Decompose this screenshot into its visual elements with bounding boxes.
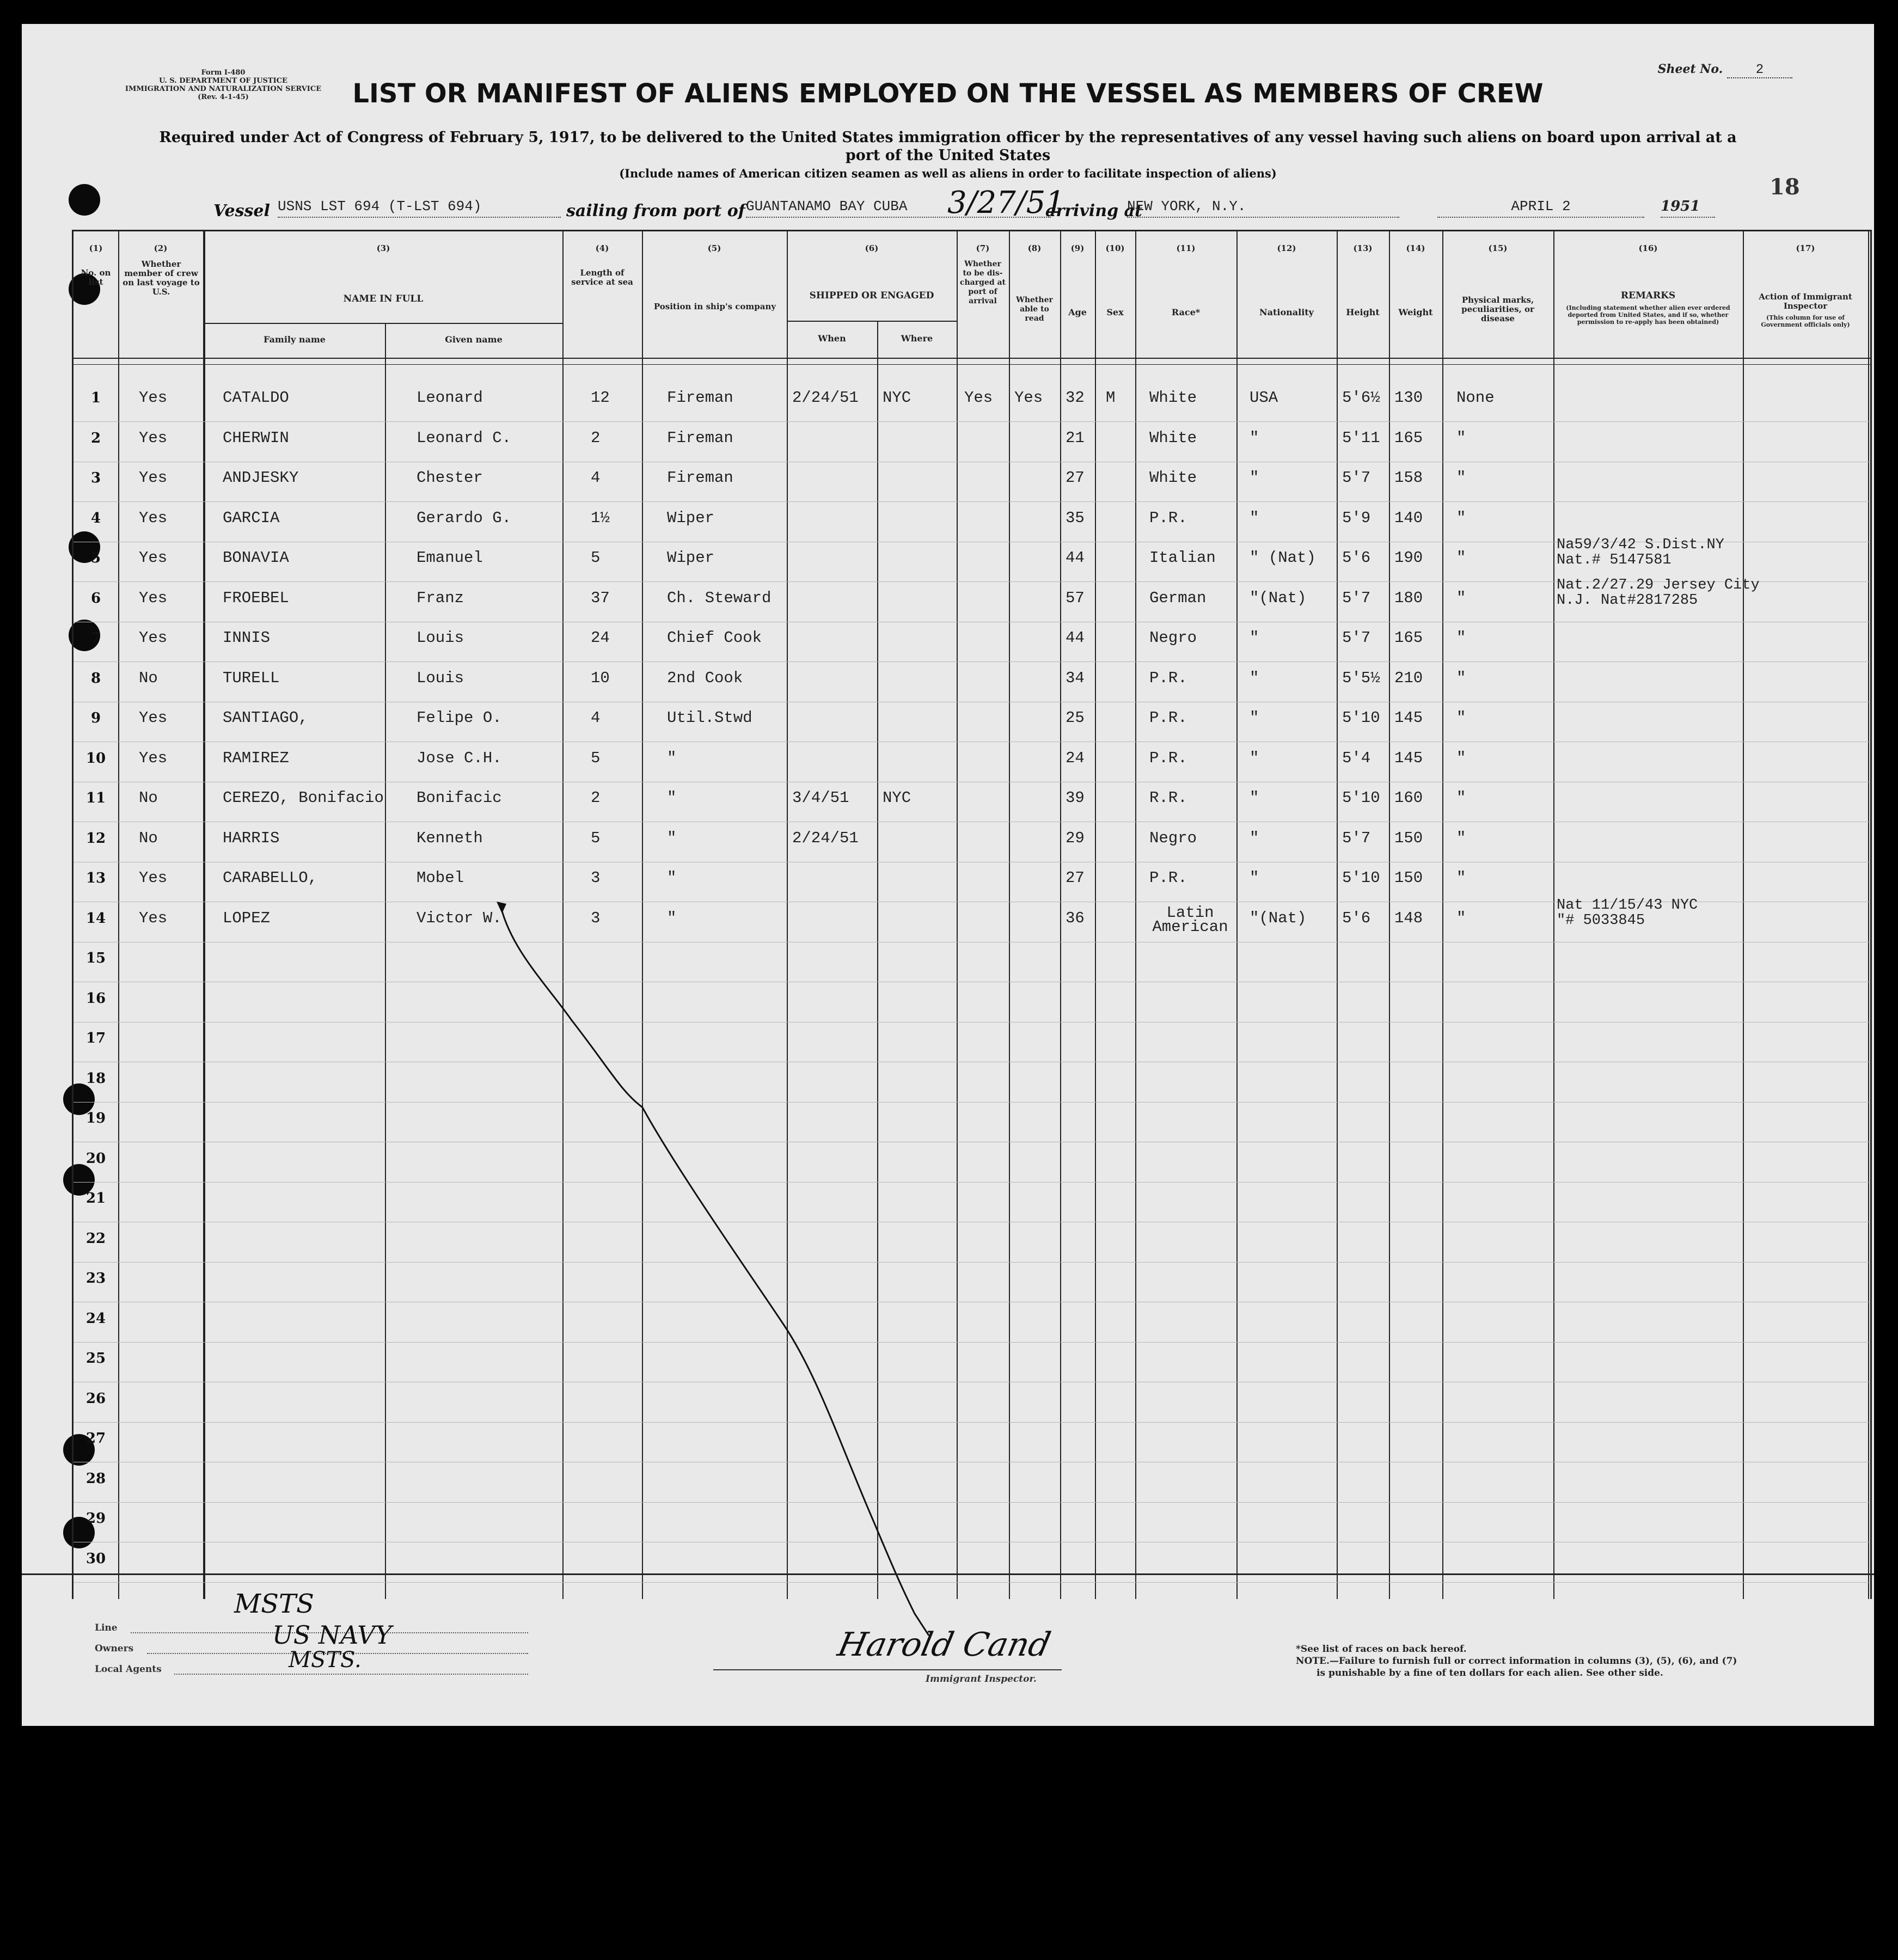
crew-service-length: 24 xyxy=(591,629,610,647)
crew-age: 44 xyxy=(1066,629,1085,647)
col-num: (3) xyxy=(376,243,390,253)
crew-family-name: BONAVIA xyxy=(223,549,289,567)
crew-family-name: RAMIREZ xyxy=(223,749,289,767)
col-num: (17) xyxy=(1796,243,1815,253)
crew-service-length: 4 xyxy=(591,709,601,727)
crew-physical-marks: " xyxy=(1456,629,1466,647)
crew-age: 36 xyxy=(1066,909,1085,927)
crew-height: 5'5½ xyxy=(1342,669,1380,687)
crew-shipped-where: NYC xyxy=(883,789,911,807)
crew-physical-marks: " xyxy=(1456,589,1466,607)
crew-shipped-when: 2/24/51 xyxy=(792,829,859,847)
crew-family-name: SANTIAGO, xyxy=(223,709,308,727)
crew-age: 29 xyxy=(1066,829,1085,847)
row-number: 13 xyxy=(85,870,106,886)
crew-prev-voyage: Yes xyxy=(139,869,168,887)
crew-family-name: FROEBEL xyxy=(223,589,289,607)
crew-nationality: " xyxy=(1250,669,1259,687)
crew-prev-voyage: Yes xyxy=(139,469,168,487)
department-name: U. S. DEPARTMENT OF JUSTICE xyxy=(159,77,287,85)
crew-physical-marks: " xyxy=(1456,549,1466,567)
crew-prev-voyage: Yes xyxy=(139,749,168,767)
inclusion-note: (Include names of American citizen seamen as well as aliens in order to facilitate inspection of aliens) xyxy=(619,167,1277,180)
crew-physical-marks: " xyxy=(1456,749,1466,767)
crew-given-name: Emanuel xyxy=(417,549,483,567)
crew-given-name: Victor W. xyxy=(417,909,502,927)
crew-position: Ch. Steward xyxy=(667,589,772,607)
crew-age: 44 xyxy=(1066,549,1085,567)
crew-race: Negro xyxy=(1149,829,1197,847)
crew-prev-voyage: No xyxy=(139,829,158,847)
row-number: 25 xyxy=(85,1350,106,1367)
vessel-label: Vessel xyxy=(213,201,270,220)
crew-age: 39 xyxy=(1066,789,1085,807)
header-no-on-list: No. on list xyxy=(81,268,111,287)
crew-position: " xyxy=(667,749,677,767)
header-name-in-full: NAME IN FULL xyxy=(343,293,424,304)
header-family-name: Family name xyxy=(264,334,326,345)
header-nationality: Nationality xyxy=(1259,307,1314,317)
crew-race: Italian xyxy=(1149,549,1216,567)
crew-nationality: " xyxy=(1250,829,1259,847)
row-number: 29 xyxy=(85,1510,106,1527)
owners-label: Owners xyxy=(95,1643,134,1654)
manifest-footer xyxy=(22,1573,1874,1726)
crew-given-name: Bonifacic xyxy=(417,789,502,807)
crew-weight: 148 xyxy=(1394,909,1423,927)
col-num: (12) xyxy=(1277,243,1296,253)
crew-nationality: " xyxy=(1250,709,1259,727)
arrival-date: APRIL 2 xyxy=(1437,198,1644,218)
line-value-handwritten: MSTS xyxy=(234,1589,314,1619)
crew-race: White xyxy=(1149,469,1197,487)
crew-height: 5'10 xyxy=(1342,709,1380,727)
row-number: 11 xyxy=(85,790,106,806)
crew-service-length: 12 xyxy=(591,389,610,407)
crew-race: P.R. xyxy=(1149,509,1187,527)
row-number: 10 xyxy=(85,750,106,767)
crew-remarks: "# 5033845 xyxy=(1557,912,1645,929)
col-num: (11) xyxy=(1176,243,1196,253)
crew-prev-voyage: Yes xyxy=(139,709,168,727)
col-num: (5) xyxy=(707,243,721,253)
sailing-label: sailing from port of xyxy=(566,201,745,220)
crew-prev-voyage: Yes xyxy=(139,389,168,407)
crew-position: Wiper xyxy=(667,509,715,527)
crew-race: Negro xyxy=(1149,629,1197,647)
col-num: (13) xyxy=(1353,243,1373,253)
header-inspector-action: Action of Immigrant Inspector xyxy=(1759,292,1852,311)
crew-nationality: " xyxy=(1250,629,1259,647)
crew-race: P.R. xyxy=(1149,869,1187,887)
crew-age: 27 xyxy=(1066,469,1085,487)
crew-sex: M xyxy=(1106,389,1116,407)
crew-physical-marks: " xyxy=(1456,469,1466,487)
header-able-to-read: Whether able to read xyxy=(1016,296,1053,323)
crew-height: 5'7 xyxy=(1342,469,1371,487)
form-number: Form I-480 xyxy=(201,69,246,77)
crew-race: P.R. xyxy=(1149,669,1187,687)
crew-height: 5'7 xyxy=(1342,629,1371,647)
crew-family-name: INNIS xyxy=(223,629,271,647)
crew-height: 5'10 xyxy=(1342,869,1380,887)
crew-family-name: CATALDO xyxy=(223,389,289,407)
row-number: 30 xyxy=(85,1551,106,1567)
crew-given-name: Franz xyxy=(417,589,464,607)
legal-requirement: Required under Act of Congress of February 5, 1917, to be delivered to the United States immigration officer by the representatives of any vessel having such aliens on board upon arrival at a port of the United States xyxy=(159,129,1737,164)
crew-position: Chief Cook xyxy=(667,629,762,647)
row-number: 17 xyxy=(85,1030,106,1046)
crew-physical-marks: None xyxy=(1456,389,1495,407)
crew-age: 25 xyxy=(1066,709,1085,727)
crew-service-length: 5 xyxy=(591,749,601,767)
header-when: When xyxy=(818,333,846,344)
crew-race: P.R. xyxy=(1149,709,1187,727)
crew-nationality: " xyxy=(1250,749,1259,767)
crew-position: " xyxy=(667,869,677,887)
crew-height: 5'10 xyxy=(1342,789,1380,807)
crew-remarks: Na59/3/42 S.Dist.NY xyxy=(1557,537,1724,553)
agents-label: Local Agents xyxy=(95,1664,162,1675)
sheet-number-label: Sheet No. xyxy=(1657,62,1723,76)
crew-weight: 160 xyxy=(1394,789,1423,807)
crew-able-to-read: Yes xyxy=(1014,389,1043,407)
crew-position: Fireman xyxy=(667,389,733,407)
crew-height: 5'6 xyxy=(1342,549,1371,567)
col-num: (16) xyxy=(1638,243,1658,253)
crew-height: 5'4 xyxy=(1342,749,1371,767)
row-number: 2 xyxy=(90,430,101,446)
row-number: 22 xyxy=(85,1230,106,1247)
row-number: 16 xyxy=(85,990,106,1007)
crew-weight: 210 xyxy=(1394,669,1423,687)
crew-age: 34 xyxy=(1066,669,1085,687)
col-num: (8) xyxy=(1027,243,1042,253)
crew-race: German xyxy=(1149,589,1207,607)
crew-remarks: N.J. Nat#2817285 xyxy=(1557,592,1698,609)
header-given-name: Given name xyxy=(445,334,503,345)
col-num: (7) xyxy=(976,243,990,253)
arrival-year: 1951 xyxy=(1661,198,1715,218)
row-number: 21 xyxy=(85,1190,106,1206)
crew-prev-voyage: Yes xyxy=(139,509,168,527)
row-number: 5 xyxy=(90,550,101,566)
crew-nationality: " xyxy=(1250,869,1259,887)
sheet-number-value: 2 xyxy=(1727,63,1792,78)
crew-race: White xyxy=(1149,429,1197,447)
header-inspector-note: (This column for use of Government officials only) xyxy=(1761,314,1850,328)
col-num: (2) xyxy=(154,243,168,253)
header-sex: Sex xyxy=(1106,307,1124,317)
crew-service-length: 5 xyxy=(591,829,601,847)
inspector-label: Immigrant Inspector. xyxy=(926,1674,1037,1685)
row-number: 23 xyxy=(85,1270,106,1287)
header-physical-marks: Physical marks, peculiarities, or disease xyxy=(1461,295,1534,323)
crew-height: 5'6 xyxy=(1342,909,1371,927)
crew-weight: 150 xyxy=(1394,829,1423,847)
crew-physical-marks: " xyxy=(1456,509,1466,527)
crew-prev-voyage: No xyxy=(139,789,158,807)
crew-weight: 158 xyxy=(1394,469,1423,487)
col-num: (1) xyxy=(89,243,103,253)
header-age: Age xyxy=(1068,307,1087,317)
crew-race: P.R. xyxy=(1149,749,1187,767)
crew-weight: 145 xyxy=(1394,749,1423,767)
crew-age: 24 xyxy=(1066,749,1085,767)
crew-prev-voyage: Yes xyxy=(139,589,168,607)
crew-family-name: HARRIS xyxy=(223,829,280,847)
col-num: (4) xyxy=(595,243,609,253)
header-remarks: REMARKS xyxy=(1620,290,1676,301)
agents-value-handwritten: MSTS. xyxy=(289,1647,362,1673)
vessel-name: USNS LST 694 (T-LST 694) xyxy=(278,198,561,218)
crew-position: 2nd Cook xyxy=(667,669,743,687)
header-remarks-detail: (Including statement whether alien ever ordered deported from United States, and if so, whether permission to re-apply has been obtained) xyxy=(1566,304,1730,326)
signature-line xyxy=(713,1669,1062,1670)
crew-height: 5'11 xyxy=(1342,429,1380,447)
header-where: Where xyxy=(901,333,933,344)
row-number: 26 xyxy=(85,1391,106,1407)
row-number: 20 xyxy=(85,1150,106,1167)
inspector-signature: Harold Cand xyxy=(834,1626,1054,1664)
crew-service-length: 1½ xyxy=(591,509,610,527)
crew-prev-voyage: Yes xyxy=(139,909,168,927)
row-number: 19 xyxy=(85,1110,106,1126)
crew-given-name: Chester xyxy=(417,469,483,487)
crew-family-name: ANDJESKY xyxy=(223,469,299,487)
header-prev-voyage: Whether member of crew on last voyage to U.S. xyxy=(123,259,200,297)
row-number: 27 xyxy=(85,1430,106,1447)
crew-position: Wiper xyxy=(667,549,715,567)
header-height: Height xyxy=(1346,307,1380,317)
crew-weight: 165 xyxy=(1394,629,1423,647)
crew-given-name: Felipe O. xyxy=(417,709,502,727)
crew-age: 21 xyxy=(1066,429,1085,447)
sailing-date-handwritten: 3/27/51 xyxy=(947,185,1065,220)
crew-weight: 190 xyxy=(1394,549,1423,567)
arriving-label: arriving at xyxy=(1045,201,1142,220)
row-number: 15 xyxy=(85,950,106,966)
row-number: 9 xyxy=(90,710,101,726)
manifest-sheet xyxy=(22,24,1874,1726)
crew-nationality: " xyxy=(1250,509,1259,527)
crew-nationality: "(Nat) xyxy=(1250,589,1307,607)
col-num: (10) xyxy=(1105,243,1125,253)
crew-prev-voyage: Yes xyxy=(139,549,168,567)
crew-position: Util.Stwd xyxy=(667,709,752,727)
crew-given-name: Louis xyxy=(417,669,464,687)
row-number: 6 xyxy=(90,590,101,607)
crew-given-name: Kenneth xyxy=(417,829,483,847)
races-note: *See list of races on back hereof. xyxy=(1296,1644,1467,1655)
crew-position: " xyxy=(667,829,677,847)
crew-position: " xyxy=(667,789,677,807)
header-length-of-service: Length of service at sea xyxy=(571,268,633,287)
crew-remarks: Nat.2/27.29 Jersey City xyxy=(1557,577,1760,593)
crew-height: 5'6½ xyxy=(1342,389,1380,407)
arrival-port: NEW YORK, N.Y. xyxy=(1127,198,1399,218)
row-number: 12 xyxy=(85,830,106,847)
crew-physical-marks: " xyxy=(1456,869,1466,887)
sheet-stamp: 18 xyxy=(1770,174,1800,200)
footer-divider xyxy=(22,1573,1874,1575)
crew-service-length: 4 xyxy=(591,469,601,487)
row-number: 1 xyxy=(90,390,101,406)
crew-family-name: CHERWIN xyxy=(223,429,289,447)
row-number: 28 xyxy=(85,1471,106,1487)
crew-race: White xyxy=(1149,389,1197,407)
signature-pen-line xyxy=(22,24,1874,1726)
crew-service-length: 37 xyxy=(591,589,610,607)
crew-physical-marks: " xyxy=(1456,429,1466,447)
crew-position: Fireman xyxy=(667,469,733,487)
crew-family-name: GARCIA xyxy=(223,509,280,527)
form-revision: (Rev. 4-1-45) xyxy=(198,93,249,101)
crew-height: 5'7 xyxy=(1342,589,1371,607)
col-num: (9) xyxy=(1070,243,1085,253)
crew-remarks: Nat.# 5147581 xyxy=(1557,552,1672,568)
crew-age: 35 xyxy=(1066,509,1085,527)
crew-service-length: 3 xyxy=(591,909,601,927)
crew-nationality: " (Nat) xyxy=(1250,549,1316,567)
crew-age: 32 xyxy=(1066,389,1085,407)
header-race: Race* xyxy=(1171,307,1201,317)
crew-height: 5'9 xyxy=(1342,509,1371,527)
header-position: Position in ship's company xyxy=(653,302,776,311)
crew-age: 27 xyxy=(1066,869,1085,887)
crew-prev-voyage: Yes xyxy=(139,629,168,647)
crew-family-name: LOPEZ xyxy=(223,909,271,927)
row-number: 3 xyxy=(90,470,101,486)
col-num: (15) xyxy=(1488,243,1508,253)
crew-shipped-when: 2/24/51 xyxy=(792,389,859,407)
crew-physical-marks: " xyxy=(1456,669,1466,687)
crew-remarks: Nat 11/15/43 NYC xyxy=(1557,897,1698,914)
crew-service-length: 10 xyxy=(591,669,610,687)
crew-service-length: 5 xyxy=(591,549,601,567)
crew-weight: 140 xyxy=(1394,509,1423,527)
row-number: 14 xyxy=(85,910,106,927)
row-number: 18 xyxy=(85,1070,106,1087)
crew-shipped-where: NYC xyxy=(883,389,911,407)
crew-physical-marks: " xyxy=(1456,909,1466,927)
crew-family-name: CARABELLO, xyxy=(223,869,318,887)
row-number: 24 xyxy=(85,1310,106,1327)
sailing-port: GUANTANAMO BAY CUBA xyxy=(746,198,1051,218)
crew-nationality: "(Nat) xyxy=(1250,909,1307,927)
crew-weight: 150 xyxy=(1394,869,1423,887)
crew-age: 57 xyxy=(1066,589,1085,607)
crew-discharged: Yes xyxy=(964,389,993,407)
crew-given-name: Louis xyxy=(417,629,464,647)
crew-service-length: 3 xyxy=(591,869,601,887)
crew-shipped-when: 3/4/51 xyxy=(792,789,849,807)
col-num: (14) xyxy=(1406,243,1425,253)
crew-height: 5'7 xyxy=(1342,829,1371,847)
crew-physical-marks: " xyxy=(1456,829,1466,847)
crew-given-name: Gerardo G. xyxy=(417,509,512,527)
crew-given-name: Leonard xyxy=(417,389,483,407)
crew-physical-marks: " xyxy=(1456,789,1466,807)
crew-nationality: " xyxy=(1250,469,1259,487)
crew-position: Fireman xyxy=(667,429,733,447)
crew-given-name: Jose C.H. xyxy=(417,749,502,767)
row-number: 7 xyxy=(90,630,101,646)
crew-service-length: 2 xyxy=(591,789,601,807)
owners-value-handwritten: US NAVY xyxy=(272,1620,392,1650)
crew-family-name: TURELL xyxy=(223,669,280,687)
service-name: IMMIGRATION AND NATURALIZATION SERVICE xyxy=(125,85,322,93)
crew-nationality: " xyxy=(1250,429,1259,447)
page-title: LIST OR MANIFEST OF ALIENS EMPLOYED ON THE VESSEL AS MEMBERS OF CREW xyxy=(352,78,1544,109)
crew-weight: 180 xyxy=(1394,589,1423,607)
crew-service-length: 2 xyxy=(591,429,601,447)
header-discharged: Whether to be dis-charged at port of arrival xyxy=(959,260,1006,305)
crew-given-name: Mobel xyxy=(417,869,464,887)
crew-physical-marks: " xyxy=(1456,709,1466,727)
crew-given-name: Leonard C. xyxy=(417,429,512,447)
header-shipped-or-engaged: SHIPPED OR ENGAGED xyxy=(809,290,934,301)
crew-race: Latin American xyxy=(1152,904,1228,936)
crew-position: " xyxy=(667,909,677,927)
crew-race: R.R. xyxy=(1149,789,1187,807)
row-number: 4 xyxy=(90,510,101,526)
crew-weight: 165 xyxy=(1394,429,1423,447)
col-num: (6) xyxy=(865,243,879,253)
row-number: 8 xyxy=(90,670,101,687)
fine-note-line-2: is punishable by a fine of ten dollars for each alien. See other side. xyxy=(1317,1668,1663,1679)
crew-prev-voyage: No xyxy=(139,669,158,687)
crew-family-name: CEREZO, Bonifacio xyxy=(223,789,384,807)
crew-prev-voyage: Yes xyxy=(139,429,168,447)
line-label: Line xyxy=(95,1622,118,1633)
crew-weight: 145 xyxy=(1394,709,1423,727)
fine-note-line-1: NOTE.—Failure to furnish full or correct information in columns (3), (5), (6), and (7) xyxy=(1296,1656,1737,1667)
crew-nationality: USA xyxy=(1250,389,1278,407)
crew-nationality: " xyxy=(1250,789,1259,807)
header-weight: Weight xyxy=(1398,307,1433,317)
crew-weight: 130 xyxy=(1394,389,1423,407)
